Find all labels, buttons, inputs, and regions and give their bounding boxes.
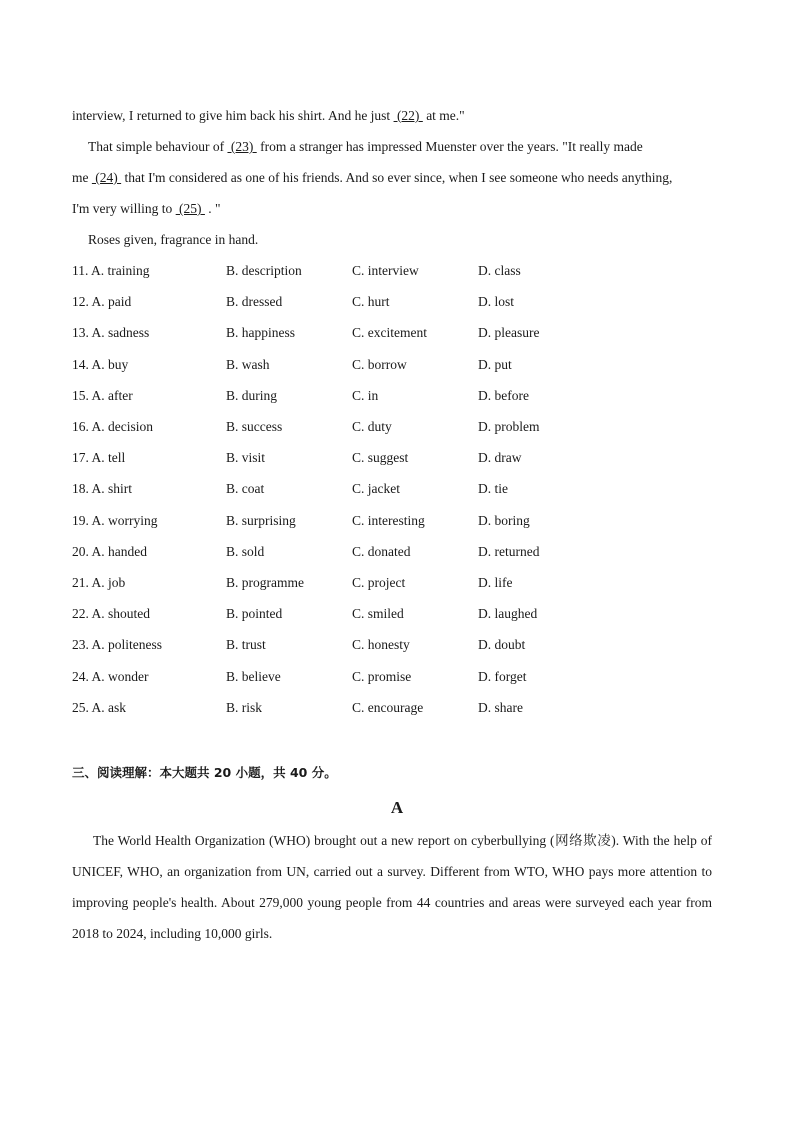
option-b: B. happiness	[226, 325, 295, 341]
passage-text: at me."	[422, 108, 465, 123]
option-a: 15. A. after	[72, 387, 133, 403]
option-c: C. smiled	[352, 606, 404, 622]
option-d: D. lost	[478, 294, 515, 310]
option-a: 18. A. shirt	[72, 481, 133, 497]
option-row	[72, 473, 722, 504]
option-c: C. duty	[352, 419, 392, 435]
option-b: B. description	[226, 263, 302, 279]
option-d: D. forget	[478, 668, 527, 684]
option-b: B. dressed	[226, 294, 283, 310]
passage-title: A	[390, 797, 404, 817]
option-row	[72, 411, 722, 442]
option-row	[72, 255, 722, 286]
option-b: B. surprising	[226, 512, 296, 528]
option-c: C. suggest	[352, 450, 409, 466]
option-b: B. pointed	[226, 606, 283, 622]
option-row	[72, 536, 722, 567]
option-c: C. interview	[352, 263, 419, 279]
option-a: 22. A. shouted	[72, 606, 151, 622]
option-row	[72, 286, 722, 317]
option-c: C. honesty	[352, 637, 410, 653]
passage-line-4	[72, 193, 722, 224]
option-row	[72, 349, 722, 380]
option-row	[72, 442, 722, 473]
option-d: D. pleasure	[478, 325, 540, 341]
option-a: 13. A. sadness	[72, 325, 150, 341]
option-c: C. encourage	[352, 699, 424, 715]
option-b: B. wash	[226, 356, 270, 372]
option-c: C. in	[352, 387, 379, 403]
option-row	[72, 317, 722, 348]
option-row	[72, 505, 722, 536]
option-a: 19. A. worrying	[72, 512, 158, 528]
option-d: D. doubt	[478, 637, 526, 653]
document-page	[72, 100, 722, 949]
option-d: D. class	[478, 263, 521, 279]
section-heading: 三、阅读理解：本大题共 20 小题，共 40 分。	[72, 764, 337, 780]
option-c: C. interesting	[352, 512, 425, 528]
option-d: D. boring	[478, 512, 530, 528]
option-a: 23. A. politeness	[72, 637, 162, 653]
passage-line-5: Roses given, fragrance in hand.	[88, 232, 259, 247]
option-row	[72, 567, 722, 598]
option-b: B. risk	[226, 699, 263, 715]
option-a: 17. A. tell	[72, 450, 126, 466]
blank-24: (24)	[91, 170, 122, 185]
option-a: 16. A. decision	[72, 419, 153, 435]
option-c: C. donated	[352, 543, 411, 559]
option-a: 21. A. job	[72, 574, 126, 590]
option-c: C. jacket	[352, 481, 400, 497]
option-row	[72, 660, 722, 691]
option-row	[72, 380, 722, 411]
option-c: C. project	[352, 574, 406, 590]
passage-text: I'm very willing to	[72, 201, 176, 216]
option-a: 11. A. training	[72, 263, 150, 279]
passage-text: . "	[204, 201, 221, 216]
option-d: D. tie	[478, 481, 508, 497]
passage-paragraph: The World Health Organization (WHO) brought out a new report on cyberbullying (网络欺凌). With the help of UNICEF, WHO, an organization from UN, carried out a survey. Different from WTO, WHO pays more attention to improving people's health. About 279,000 young people from 44 countries and areas were surveyed each year from 2018 to 2024, including 10,000 girls.	[72, 832, 712, 941]
passage-text: that I'm considered as one of his friends. And so ever since, when I see someone who needs anything,	[121, 170, 673, 185]
option-c: C. promise	[352, 668, 412, 684]
passage-text: from a stranger has impressed Muenster over the years. "It really made	[256, 139, 643, 154]
option-d: D. share	[478, 699, 523, 715]
option-row	[72, 598, 722, 629]
option-row	[72, 629, 722, 660]
blank-23: (23)	[227, 139, 257, 154]
option-a: 12. A. paid	[72, 294, 132, 310]
option-b: B. coat	[226, 481, 265, 497]
option-b: B. success	[226, 419, 283, 435]
option-a: 25. A. ask	[72, 699, 126, 715]
option-d: D. before	[478, 387, 529, 403]
passage-line-2	[72, 131, 722, 162]
option-c: C. borrow	[352, 356, 407, 372]
option-b: B. visit	[226, 450, 266, 466]
option-d: D. laughed	[478, 606, 538, 622]
option-a: 24. A. wonder	[72, 668, 149, 684]
option-d: D. draw	[478, 450, 522, 466]
option-b: B. programme	[226, 574, 304, 590]
option-c: C. hurt	[352, 294, 390, 310]
option-c: C. excitement	[352, 325, 427, 341]
option-a: 20. A. handed	[72, 543, 147, 559]
blank-22: (22)	[393, 108, 423, 123]
passage-line-3	[72, 162, 722, 193]
option-b: B. believe	[226, 668, 281, 684]
blank-25: (25)	[175, 201, 205, 216]
option-d: D. returned	[478, 543, 540, 559]
option-d: D. put	[478, 356, 512, 372]
passage-text: me	[72, 170, 92, 185]
option-b: B. sold	[226, 543, 265, 559]
option-b: B. during	[226, 387, 278, 403]
option-a: 14. A. buy	[72, 356, 129, 372]
options-list	[72, 255, 722, 723]
option-row	[72, 692, 722, 723]
passage-line-1	[72, 100, 722, 131]
option-d: D. problem	[478, 419, 540, 435]
option-b: B. trust	[226, 637, 266, 653]
passage-text: interview, I returned to give him back his shirt. And he just	[72, 108, 394, 123]
option-d: D. life	[478, 574, 513, 590]
passage-text: That simple behaviour of	[88, 139, 228, 154]
